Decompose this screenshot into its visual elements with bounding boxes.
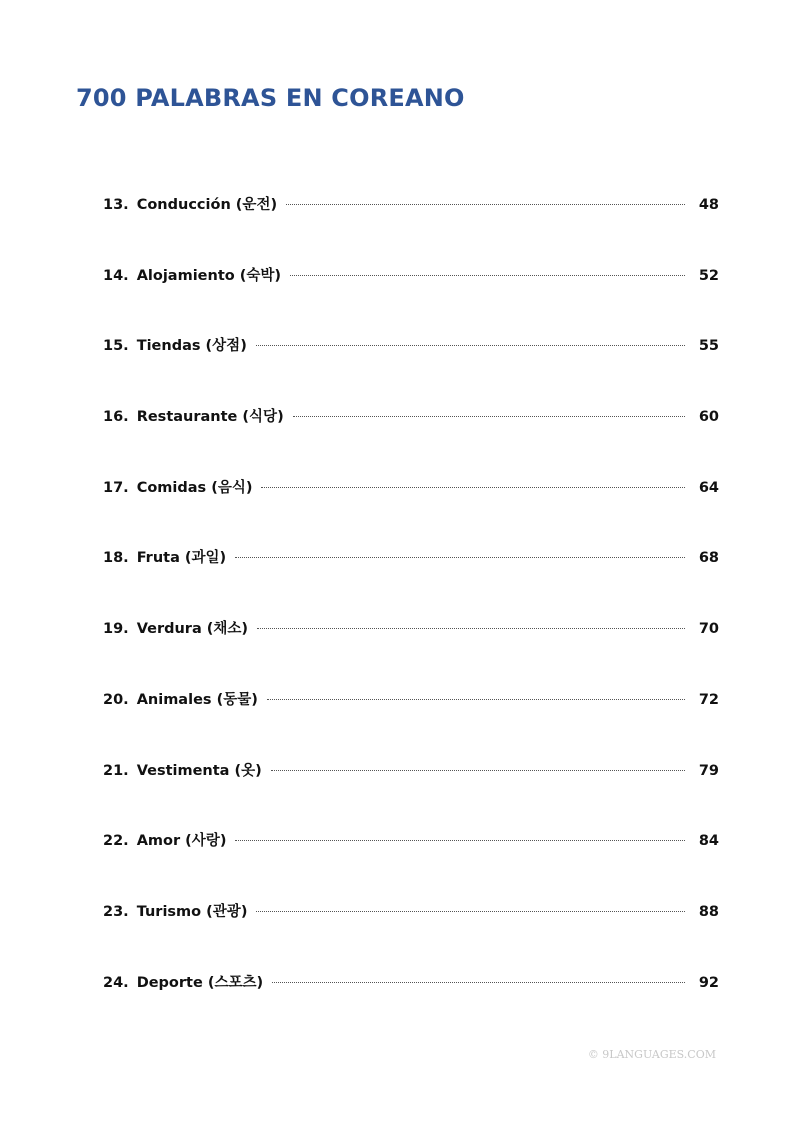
toc-entry-number: 18.: [103, 550, 129, 567]
toc-entry-page: 92: [698, 974, 719, 991]
dot-leader: [235, 557, 685, 558]
toc-entry-number: 16.: [103, 409, 129, 426]
dot-leader: [286, 204, 685, 205]
toc-entry-title: Conducción (운전): [136, 197, 278, 213]
toc-entry-page: 64: [698, 479, 719, 496]
toc-entry-number: 17.: [103, 479, 129, 496]
toc-entry-page: 79: [698, 762, 719, 779]
dot-leader: [293, 416, 685, 417]
dot-leader: [290, 275, 685, 276]
toc-entry-number: 20.: [103, 691, 129, 708]
toc-entry-number: 13.: [103, 197, 129, 213]
toc-entry[interactable]: [103, 617, 719, 688]
dot-leader: [256, 911, 684, 912]
toc-entry-page: 88: [698, 903, 719, 920]
toc-entry-number: 22.: [103, 833, 129, 850]
toc-entry[interactable]: [103, 759, 719, 830]
toc-entry-title: Deporte (스포츠): [136, 974, 264, 991]
toc-entry[interactable]: [103, 900, 719, 971]
toc-entry[interactable]: [103, 405, 719, 476]
toc-entry-page: 60: [698, 409, 719, 426]
dot-leader: [271, 770, 685, 771]
toc-entry-page: 70: [698, 621, 719, 638]
toc-entry-title: Animales (동물): [136, 691, 258, 708]
toc-entry-number: 14.: [103, 267, 129, 284]
toc-entry-number: 24.: [103, 974, 129, 991]
toc-entry-title: Tiendas (상점): [136, 338, 247, 355]
dot-leader: [272, 982, 685, 983]
toc-entry-title: Restaurante (식당): [136, 409, 284, 426]
toc-entry-number: 15.: [103, 338, 129, 355]
toc-entry[interactable]: [103, 546, 719, 617]
toc-entry-page: 68: [698, 550, 719, 567]
toc-entry-page: 72: [698, 691, 719, 708]
toc-entry[interactable]: [103, 971, 719, 1042]
toc-entry-title: Vestimenta (옷): [136, 762, 262, 779]
toc-entry-number: 23.: [103, 903, 129, 920]
dot-leader: [261, 487, 684, 488]
toc-entry-page: 48: [698, 197, 719, 213]
toc-entry-title: Fruta (과일): [136, 550, 227, 567]
toc-entry-number: 19.: [103, 621, 129, 638]
toc-entry-page: 84: [698, 833, 719, 850]
toc-entry[interactable]: [103, 264, 719, 335]
dot-leader: [256, 345, 685, 346]
dot-leader: [235, 840, 684, 841]
toc-entry[interactable]: [103, 334, 719, 405]
table-of-contents: [103, 193, 719, 1041]
dot-leader: [267, 699, 685, 700]
toc-entry[interactable]: [103, 476, 719, 547]
copyright-notice: © 9LANGUAGES.COM: [587, 1048, 716, 1061]
toc-entry-title: Comidas (음식): [136, 479, 253, 496]
toc-entry-page: 55: [698, 338, 719, 355]
toc-entry[interactable]: [103, 193, 719, 264]
toc-entry-title: Alojamiento (숙박): [136, 267, 282, 284]
toc-entry-title: Verdura (채소): [136, 621, 249, 638]
toc-entry-page: 52: [698, 267, 719, 284]
toc-entry-title: Amor (사랑): [136, 833, 227, 850]
toc-entry[interactable]: [103, 688, 719, 759]
toc-entry[interactable]: [103, 829, 719, 900]
toc-entry-number: 21.: [103, 762, 129, 779]
dot-leader: [257, 628, 685, 629]
page-title: 700 PALABRAS EN COREANO: [76, 84, 465, 112]
toc-entry-title: Turismo (관광): [136, 903, 248, 920]
